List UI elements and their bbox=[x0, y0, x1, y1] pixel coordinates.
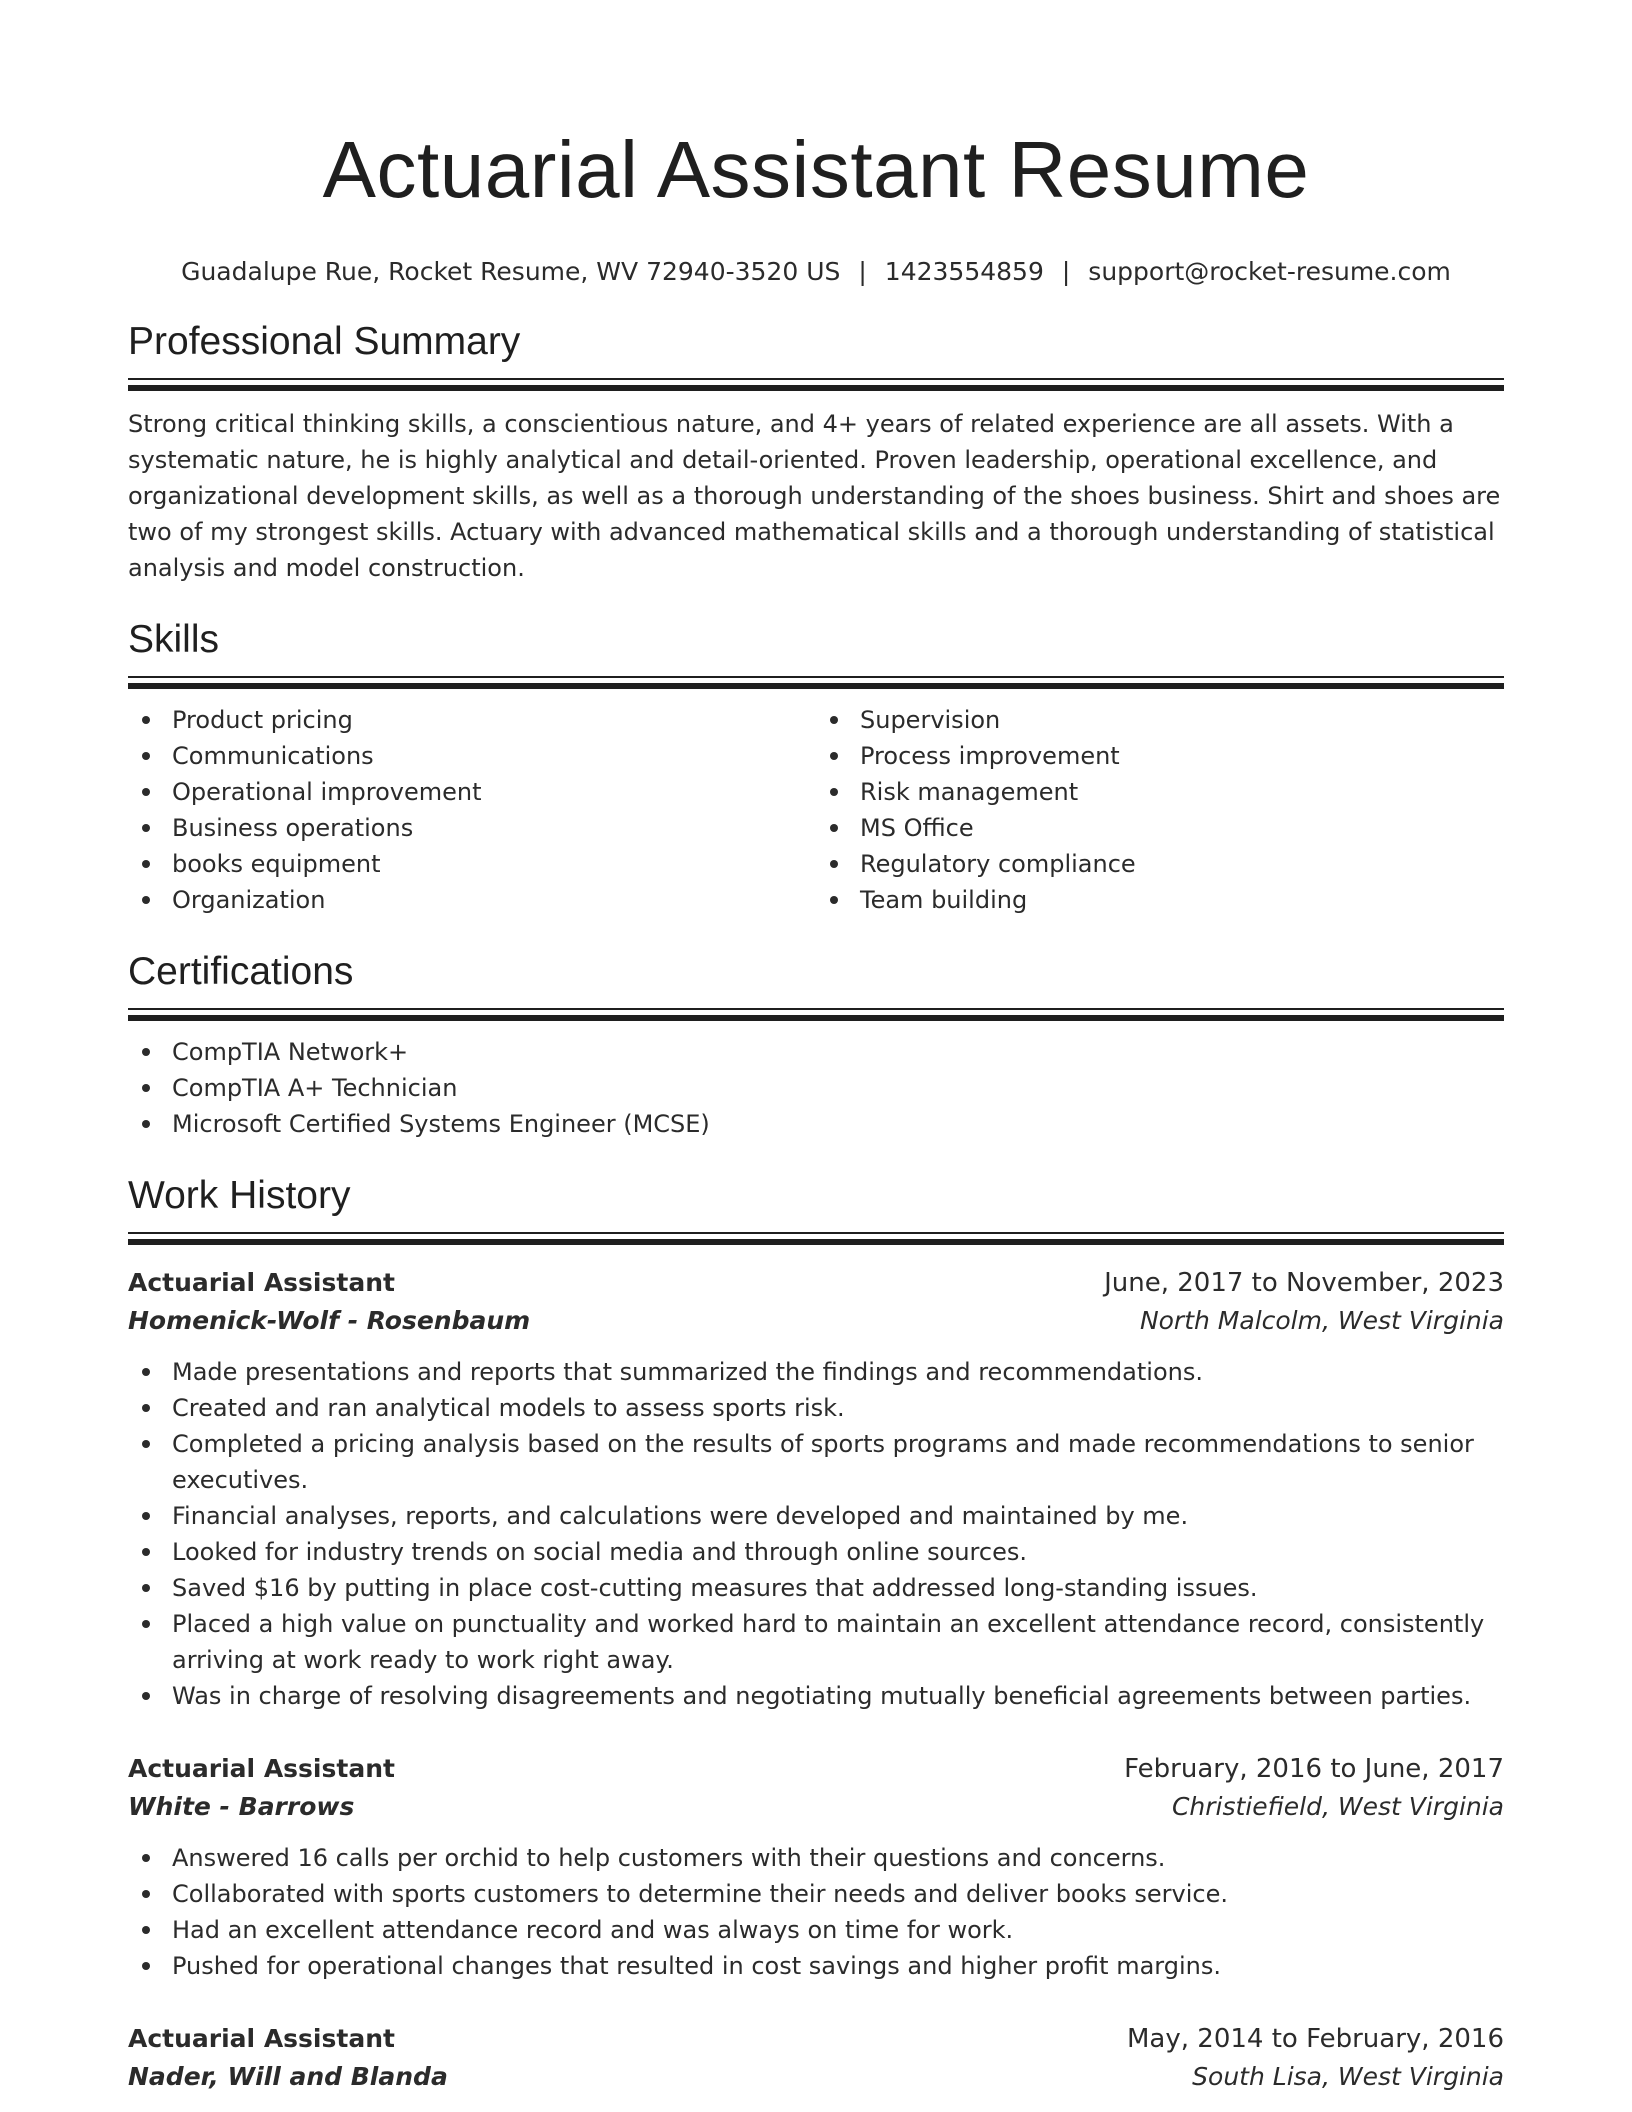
skill-item: Regulatory compliance bbox=[816, 846, 1504, 882]
job-company: Nader, Will and Blanda bbox=[128, 2062, 448, 2091]
job-duty: Completed a pricing analysis based on the results of sports programs and made recommendations to senior executives. bbox=[128, 1426, 1504, 1498]
skills-list-right bbox=[816, 702, 1504, 918]
section-rule bbox=[128, 1008, 1504, 1022]
resume-title: Actuarial Assistant Resume bbox=[322, 125, 1310, 214]
job-location: South Lisa, West Virginia bbox=[1192, 2062, 1504, 2091]
job-duty: Created and ran analytical models to assess sports risk. bbox=[128, 1390, 1504, 1426]
job-title: Actuarial Assistant bbox=[128, 2024, 395, 2053]
job-entry bbox=[128, 1750, 1504, 1984]
certification-item: Microsoft Certified Systems Engineer (MCSE) bbox=[128, 1106, 1504, 1142]
job-company: White - Barrows bbox=[128, 1792, 355, 1821]
certifications-list bbox=[128, 1034, 1504, 1142]
section-rule bbox=[128, 676, 1504, 690]
skill-item: Operational improvement bbox=[128, 774, 816, 810]
job-duty: Looked for industry trends on social media and through online sources. bbox=[128, 1534, 1504, 1570]
job-duty: Collaborated with sports customers to determine their needs and deliver books service. bbox=[128, 1876, 1504, 1912]
skills-grid bbox=[128, 702, 1504, 918]
job-location: North Malcolm, West Virginia bbox=[1139, 1306, 1504, 1335]
certifications-heading: Certifications bbox=[128, 950, 354, 993]
job-duty: Was in charge of resolving disagreements and negotiating mutually beneficial agreements between parties. bbox=[128, 1678, 1504, 1714]
job-title: Actuarial Assistant bbox=[128, 1268, 395, 1297]
contact-phone: 1423554859 bbox=[884, 257, 1044, 286]
skills-section bbox=[128, 614, 1504, 918]
skills-list-left bbox=[128, 702, 816, 918]
contact-line bbox=[128, 256, 1504, 288]
skill-item: Product pricing bbox=[128, 702, 816, 738]
job-duties-list bbox=[128, 1354, 1504, 1714]
skills-heading: Skills bbox=[128, 618, 220, 661]
certification-item: CompTIA Network+ bbox=[128, 1034, 1504, 1070]
summary-text: Strong critical thinking skills, a conscientious nature, and 4+ years of related experience are all assets. With a systematic nature, he is highly analytical and detail-oriented. Proven leadership, operational excellence, and organizational development skills, as well as a thorough understanding of the shoes business. Shirt and shoes are two of my strongest skills. Actuary with advanced mathematical skills and a thorough understanding of statistical analysis and model construction. bbox=[128, 410, 1501, 582]
skill-item: Supervision bbox=[816, 702, 1504, 738]
job-duty: Made presentations and reports that summarized the findings and recommendations. bbox=[128, 1354, 1504, 1390]
job-duty: Financial analyses, reports, and calculations were developed and maintained by me. bbox=[128, 1498, 1504, 1534]
skill-item: MS Office bbox=[816, 810, 1504, 846]
job-entry bbox=[128, 1264, 1504, 1714]
job-location: Christiefield, West Virginia bbox=[1171, 1792, 1504, 1821]
skill-item: Process improvement bbox=[816, 738, 1504, 774]
contact-address: Guadalupe Rue, Rocket Resume, WV 72940-3520 US bbox=[181, 257, 841, 286]
job-duty: Saved $16 by putting in place cost-cutting measures that addressed long-standing issues. bbox=[128, 1570, 1504, 1606]
job-duty: Placed a high value on punctuality and worked hard to maintain an excellent attendance record, consistently arriving at work ready to work right away. bbox=[128, 1606, 1504, 1678]
contact-separator: | bbox=[858, 257, 867, 286]
section-rule bbox=[128, 1232, 1504, 1246]
job-duties-list bbox=[128, 1840, 1504, 1984]
summary-heading: Professional Summary bbox=[128, 320, 521, 363]
section-rule bbox=[128, 378, 1504, 392]
contact-separator: | bbox=[1061, 257, 1071, 286]
skill-item: books equipment bbox=[128, 846, 816, 882]
skill-item: Communications bbox=[128, 738, 816, 774]
job-dates: February, 2016 to June, 2017 bbox=[1124, 1754, 1504, 1784]
summary-section bbox=[128, 316, 1504, 586]
skill-item: Risk management bbox=[816, 774, 1504, 810]
job-duty: Pushed for operational changes that resulted in cost savings and higher profit margins. bbox=[128, 1948, 1504, 1984]
job-title: Actuarial Assistant bbox=[128, 1754, 395, 1783]
job-entry bbox=[128, 2020, 1504, 2096]
job-duty: Answered 16 calls per orchid to help customers with their questions and concerns. bbox=[128, 1840, 1504, 1876]
work-history-section bbox=[128, 1170, 1504, 2096]
skill-item: Organization bbox=[128, 882, 816, 918]
certification-item: CompTIA A+ Technician bbox=[128, 1070, 1504, 1106]
skill-item: Business operations bbox=[128, 810, 816, 846]
certifications-section bbox=[128, 946, 1504, 1142]
job-dates: May, 2014 to February, 2016 bbox=[1127, 2024, 1504, 2054]
work-history-heading: Work History bbox=[128, 1174, 351, 1217]
skill-item: Team building bbox=[816, 882, 1504, 918]
contact-email: support@rocket-resume.com bbox=[1088, 257, 1451, 286]
job-dates: June, 2017 to November, 2023 bbox=[1104, 1268, 1504, 1298]
job-duty: Had an excellent attendance record and was always on time for work. bbox=[128, 1912, 1504, 1948]
job-company: Homenick-Wolf - Rosenbaum bbox=[128, 1306, 531, 1335]
